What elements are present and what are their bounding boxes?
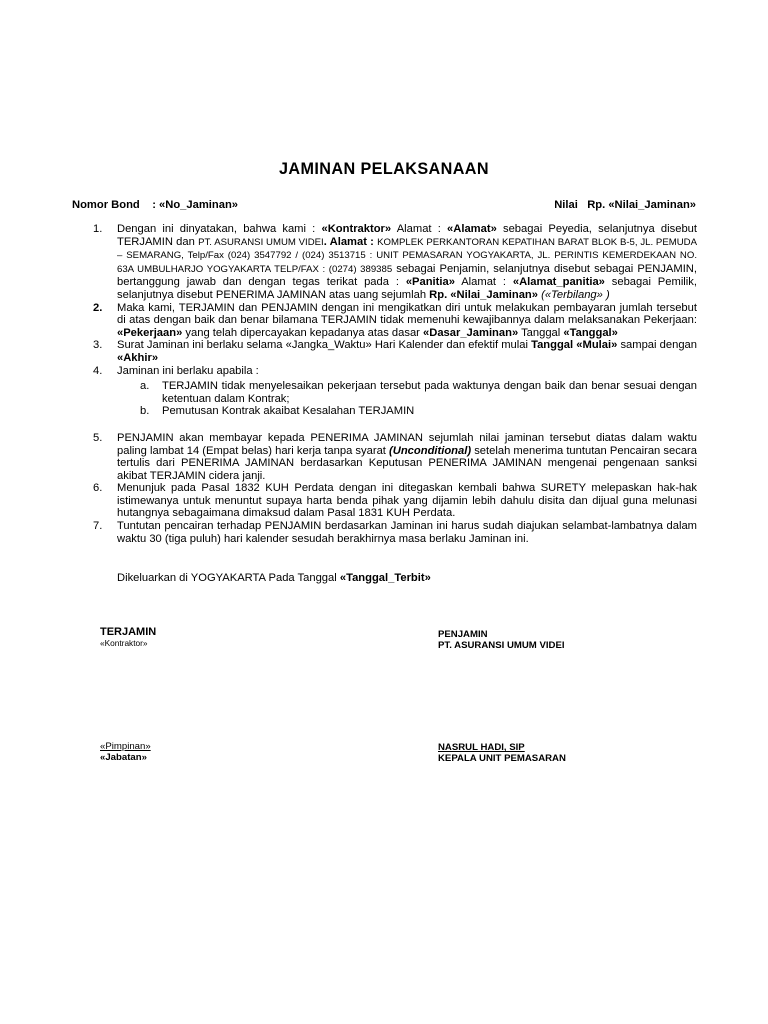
clause-2 bbox=[72, 302, 697, 340]
insurer-address: KOMPLEK PERKANTORAN KEPATIHAN BARAT BLOK B-5, JL. PEMUDA – SEMARANG, Telp/Fax (024) 3547792 / (024) 3513715 : UNIT PEMASARAN YOGYAKARTA, JL. PERINTIS KEMERDEKAAN NO. 63A UMBULHARJO YOGYAKARTA TELP/FAX : (0274) 389385 bbox=[117, 236, 697, 275]
unconditional-term: (Unconditional) bbox=[389, 444, 472, 457]
signer-name: NASRUL HADI, SIP bbox=[438, 742, 525, 753]
signer-title: KEPALA UNIT PEMASARAN bbox=[438, 753, 566, 764]
signature-left-header bbox=[100, 627, 156, 649]
signer-name: «Pimpinan» bbox=[100, 741, 151, 752]
work-field: «Pekerjaan» bbox=[117, 326, 183, 339]
subitem-text: TERJAMIN tidak menyelesaikan pekerjaan tersebut pada waktunya dengan baik dan benar sesuai dengan ketentuan dalam Kontrak; bbox=[162, 380, 697, 405]
amount-words-field: («Terbilang» ) bbox=[541, 288, 610, 301]
bond-value: «No_Jaminan» bbox=[159, 199, 238, 211]
document-title: JAMINAN PELAKSANAAN bbox=[279, 160, 489, 178]
clause-text: sebagai Peyedia, selanjutnya disebut TERJAMIN dan bbox=[117, 223, 697, 248]
clause-7 bbox=[72, 520, 697, 545]
clause-4-subitems bbox=[72, 380, 697, 418]
clause-6 bbox=[72, 482, 697, 520]
clause-text: Alamat : bbox=[391, 223, 448, 235]
subitem-a bbox=[117, 380, 697, 405]
subitem-b bbox=[117, 405, 697, 418]
clause-number: 4. bbox=[93, 364, 103, 377]
signer-role: TERJAMIN bbox=[100, 626, 157, 638]
clause-list bbox=[72, 223, 697, 545]
clause-text: Maka kami, TERJAMIN dan PENJAMIN dengan ini mengikatkan diri untuk melakukan pembayaran jumlah tersebut di atas dengan baik dan benar bilamana TERJAMIN tidak memenuhi kewajibannya dalam melaksanakan Pekerjaan: bbox=[117, 301, 697, 327]
subitem-letter: a. bbox=[140, 380, 150, 393]
clause-text: Tuntutan pencairan terhadap PENJAMIN berdasarkan Jaminan ini harus sudah diajukan selambat-lambatnya dalam waktu 30 (tiga puluh) hari kalender sesudah berakhirnya masa berlaku Jaminan ini. bbox=[117, 520, 697, 545]
subitem-letter: b. bbox=[140, 405, 150, 418]
address-field: «Alamat» bbox=[447, 223, 497, 235]
start-date-field: Tanggal «Mulai» bbox=[531, 339, 618, 352]
clause-text: . Alamat : bbox=[323, 235, 378, 248]
clause-text: sebagai Pemilik, selanjutnya disebut PENERIMA JAMINAN atas uang sejumlah bbox=[117, 276, 697, 301]
clause-number: 6. bbox=[93, 482, 103, 495]
clause-number: 3. bbox=[93, 339, 103, 352]
clause-5 bbox=[72, 432, 697, 482]
end-date-field: «Akhir» bbox=[117, 351, 159, 364]
subitem-text: Pemutusan Kontrak akaibat Kesalahan TERJAMIN bbox=[162, 405, 415, 418]
signature-right-name bbox=[438, 742, 566, 764]
clause-number: 5. bbox=[93, 431, 103, 444]
signer-org: PT. ASURANSI UMUM VIDEI bbox=[438, 640, 565, 651]
clause-number: 7. bbox=[93, 520, 103, 533]
date-field: «Tanggal» bbox=[563, 326, 618, 339]
issue-date-field: «Tanggal_Terbit» bbox=[339, 572, 431, 584]
signer-org: «Kontraktor» bbox=[100, 638, 148, 648]
clause-text: sampai dengan bbox=[617, 339, 697, 352]
signature-right-header bbox=[438, 629, 565, 651]
clause-text: PENJAMIN akan membayar kepada PENERIMA JAMINAN sejumlah nilai jaminan tersebut diatas dalam waktu paling lambat 14 (Empat belas) hari kerja tanpa syarat bbox=[117, 431, 697, 457]
clause-number: 1. bbox=[93, 223, 103, 235]
signer-title: «Jabatan» bbox=[100, 752, 147, 763]
clause-text: setelah menerima tuntutan Pencairan secara tertulis dari PENERIMA JAMINAN berdasarkan Keputusan PENERIMA JAMINAN mengenai pengenaan sanksi akibat TERJAMIN cidera janji. bbox=[117, 444, 697, 482]
clause-3 bbox=[72, 339, 697, 364]
clause-text: Jaminan ini berlaku apabila : bbox=[117, 364, 259, 377]
basis-field: «Dasar_Jaminan» bbox=[423, 326, 519, 339]
clause-text: sebagai Penjamin, selanjutnya disebut sebagai PENJAMIN, bertanggung jawab dan dengan tegas terikat pada : bbox=[117, 262, 697, 289]
clause-1 bbox=[72, 223, 697, 302]
signer-role: PENJAMIN bbox=[438, 629, 488, 640]
bond-amount bbox=[554, 199, 696, 212]
bond-number bbox=[72, 199, 238, 212]
clause-number: 2. bbox=[93, 301, 103, 314]
spacer bbox=[72, 418, 697, 432]
signature-left-name bbox=[100, 741, 151, 763]
bond-separator: : bbox=[152, 199, 156, 211]
nilai-label: Nilai bbox=[554, 199, 578, 211]
nilai-value: Rp. «Nilai_Jaminan» bbox=[587, 199, 696, 211]
clause-text: Dengan ini dinyatakan, bahwa kami : bbox=[117, 223, 322, 235]
clause-text: yang telah dipercayakan kepadanya atas dasar bbox=[182, 326, 424, 339]
issued-text: Dikeluarkan di YOGYAKARTA Pada Tanggal bbox=[117, 572, 340, 584]
contractor-field: «Kontraktor» bbox=[321, 223, 392, 235]
clause-text: Alamat : bbox=[454, 276, 513, 289]
clause-4 bbox=[72, 365, 697, 378]
clause-text: Menunjuk pada Pasal 1832 KUH Perdata dengan ini ditegaskan kembali bahwa SURETY melepaskan hak-hak istimewanya untuk menuntut supaya harta benda pihak yang dijamin lebih dahulu disita dan dijual guna melunasi hutangnya sebagaimana dimaksud dalam Pasal 1831 KUH Perdata. bbox=[117, 482, 697, 520]
amount-field: Rp. «Nilai_Jaminan» bbox=[429, 288, 538, 301]
bond-label: Nomor Bond bbox=[72, 199, 140, 211]
clause-text: Tanggal bbox=[518, 326, 564, 339]
clause-text: Surat Jaminan ini berlaku selama «Jangka_Waktu» Hari Kalender dan efektif mulai bbox=[117, 339, 532, 352]
committee-address-field: «Alamat_panitia» bbox=[512, 276, 605, 289]
insurer-name: PT. ASURANSI UMUM VIDEI bbox=[198, 236, 324, 248]
issued-statement bbox=[117, 572, 431, 585]
committee-field: «Panitia» bbox=[405, 276, 455, 289]
